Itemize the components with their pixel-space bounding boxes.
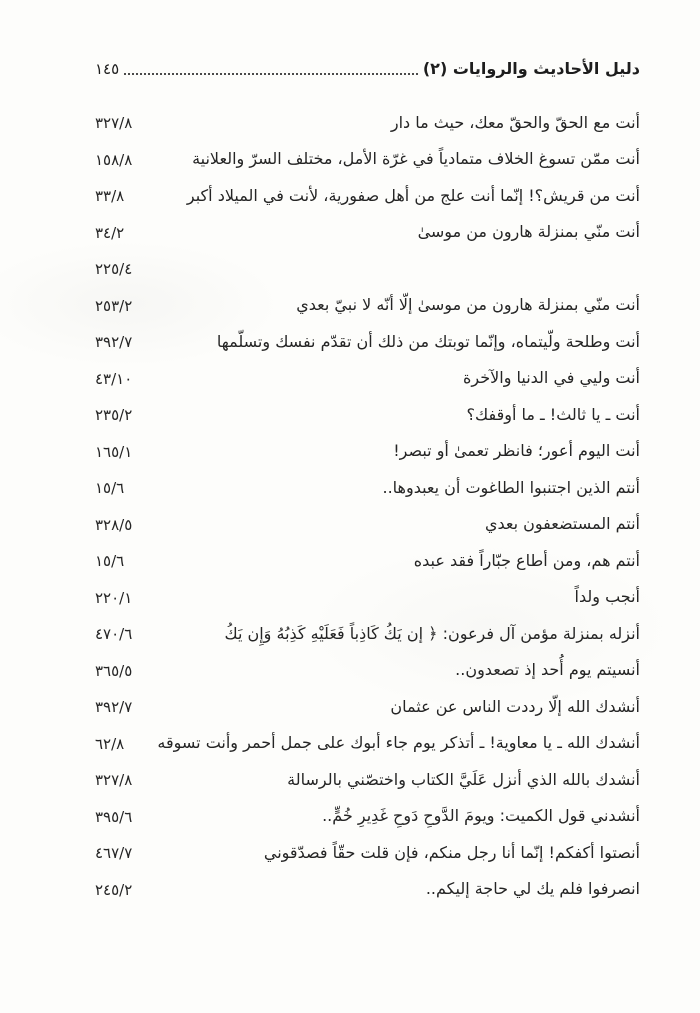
- entry-ref: ٤٦٧/٧: [95, 844, 133, 863]
- entry-ref: ٢٥٣/٢: [95, 296, 133, 315]
- entry-ref: ٣٢٨/٥: [95, 515, 133, 534]
- entry-text: أنت منّي بمنزلة هارون من موسىٰ: [417, 222, 640, 242]
- entry-ref: ٣٣/٨: [95, 187, 125, 206]
- entry-ref: ٣٦٥/٥: [95, 661, 133, 680]
- entry-ref: ١٥٨/٨: [95, 150, 133, 169]
- entry-ref: ٤٣/١٠: [95, 369, 133, 388]
- entry-text: أنتم الذين اجتنبوا الطاغوت أن يعبدوها..: [382, 477, 640, 497]
- entry-ref: ٣٤/٢: [95, 223, 125, 242]
- index-row: [95, 470, 640, 507]
- index-row: [95, 653, 640, 690]
- entry-text: انصرفوا فلم يك لي حاجة إليكم..: [425, 879, 640, 899]
- entry-ref: ٣٩٥/٦: [95, 807, 133, 826]
- entry-text: أنت من قريش؟! إنّما أنت علج من أهل صفورية، لأنت في الميلاد أكبر: [186, 185, 640, 205]
- entry-text: أنشدك الله إلّا رددت الناس عن عثمان: [390, 696, 640, 716]
- index-row: [95, 178, 640, 215]
- index-row: [95, 251, 640, 288]
- index-row: [95, 762, 640, 799]
- entry-ref: ٣٩٢/٧: [95, 698, 133, 717]
- entry-text: أنت ـ يا ثالث! ـ ما أوقفك؟: [466, 404, 640, 424]
- index-list: [95, 105, 640, 908]
- page-number: ١٤٥: [95, 60, 120, 78]
- entry-text: أنسيتم يوم أُحد إذ تصعدون..: [455, 660, 640, 680]
- entry-ref: ٤٧٠/٦: [95, 625, 133, 644]
- index-row: [95, 872, 640, 909]
- index-row: [95, 324, 640, 361]
- entry-text: أنتم هم، ومن أطاع جبّاراً فقد عبده: [413, 550, 640, 570]
- index-row: [95, 434, 640, 471]
- index-row: [95, 543, 640, 580]
- entry-text: أنشدك بالله الذي أنزل عَلَيَّ الكتاب واختصّني بالرسالة: [287, 769, 640, 789]
- dotted-leader: [124, 69, 418, 75]
- index-row: [95, 361, 640, 398]
- index-row: [95, 616, 640, 653]
- entry-ref: ٢٢٥/٤: [95, 260, 133, 279]
- entry-text: أنتم المستضعفون بعدي: [484, 514, 640, 534]
- entry-text: أنشدك الله ـ يا معاوية! ـ أتذكر يوم جاء أبوك على جمل أحمر وأنت تسوقه: [157, 733, 640, 753]
- running-head: [95, 52, 640, 78]
- entry-text: أنت منّي بمنزلة هارون من موسىٰ إلّا أنّه لا نبيّ بعدي: [296, 295, 640, 315]
- book-title: دليل الأحاديث والروايات (٢): [422, 59, 640, 78]
- index-row: [95, 580, 640, 617]
- index-row: [95, 835, 640, 872]
- index-row: [95, 288, 640, 325]
- entry-text: أنت وطلحة ولّيتماه، وإنّما توبتك من ذلك أن تقدّم نفسك وتسلّمها: [216, 331, 640, 351]
- index-row: [95, 105, 640, 142]
- entry-ref: ٢٢٠/١: [95, 588, 133, 607]
- index-row: [95, 397, 640, 434]
- index-row: [95, 799, 640, 836]
- entry-text: أنت وليي في الدنيا والآخرة: [463, 368, 640, 388]
- entry-text: أنت اليوم أعور؛ فانظر تعمىٰ أو تبصر!: [393, 441, 640, 461]
- entry-text: أنت مع الحقّ والحقّ معك، حيث ما دار: [390, 112, 640, 132]
- entry-text: أنصتوا أكفكم! إنّما أنا رجل منكم، فإن قلت حقّاً فصدّقوني: [263, 842, 640, 862]
- entry-ref: ٢٣٥/٢: [95, 406, 133, 425]
- entry-ref: ٣٩٢/٧: [95, 333, 133, 352]
- entry-text: أنزله بمنزلة مؤمن آل فرعون: ﴿ إن يَكُ كَاذِباً فَعَلَيْهِ كَذِبُهُ وَإِن يَكُ: [224, 623, 640, 643]
- index-row: [95, 215, 640, 252]
- index-row: [95, 507, 640, 544]
- index-row: [95, 142, 640, 179]
- entry-ref: ٦٢/٨: [95, 734, 125, 753]
- entry-ref: ١٥/٦: [95, 479, 125, 498]
- entry-ref: ٣٢٧/٨: [95, 771, 133, 790]
- index-row: [95, 726, 640, 763]
- entry-text: أنشدني قول الكميت: ويومَ الدَّوحِ دَوحِ غَدِيرِ خُمٍّ..: [322, 806, 640, 826]
- entry-ref: ١٦٥/١: [95, 442, 133, 461]
- entry-text: أنت ممّن تسوغ الخلاف متمادياً في غرّة الأمل، مختلف السرّ والعلانية: [192, 149, 640, 169]
- index-row: [95, 689, 640, 726]
- entry-ref: ١٥/٦: [95, 552, 125, 571]
- entry-ref: ٣٢٧/٨: [95, 114, 133, 133]
- entry-text: أنجب ولداً: [574, 587, 640, 607]
- entry-ref: ٢٤٥/٢: [95, 880, 133, 899]
